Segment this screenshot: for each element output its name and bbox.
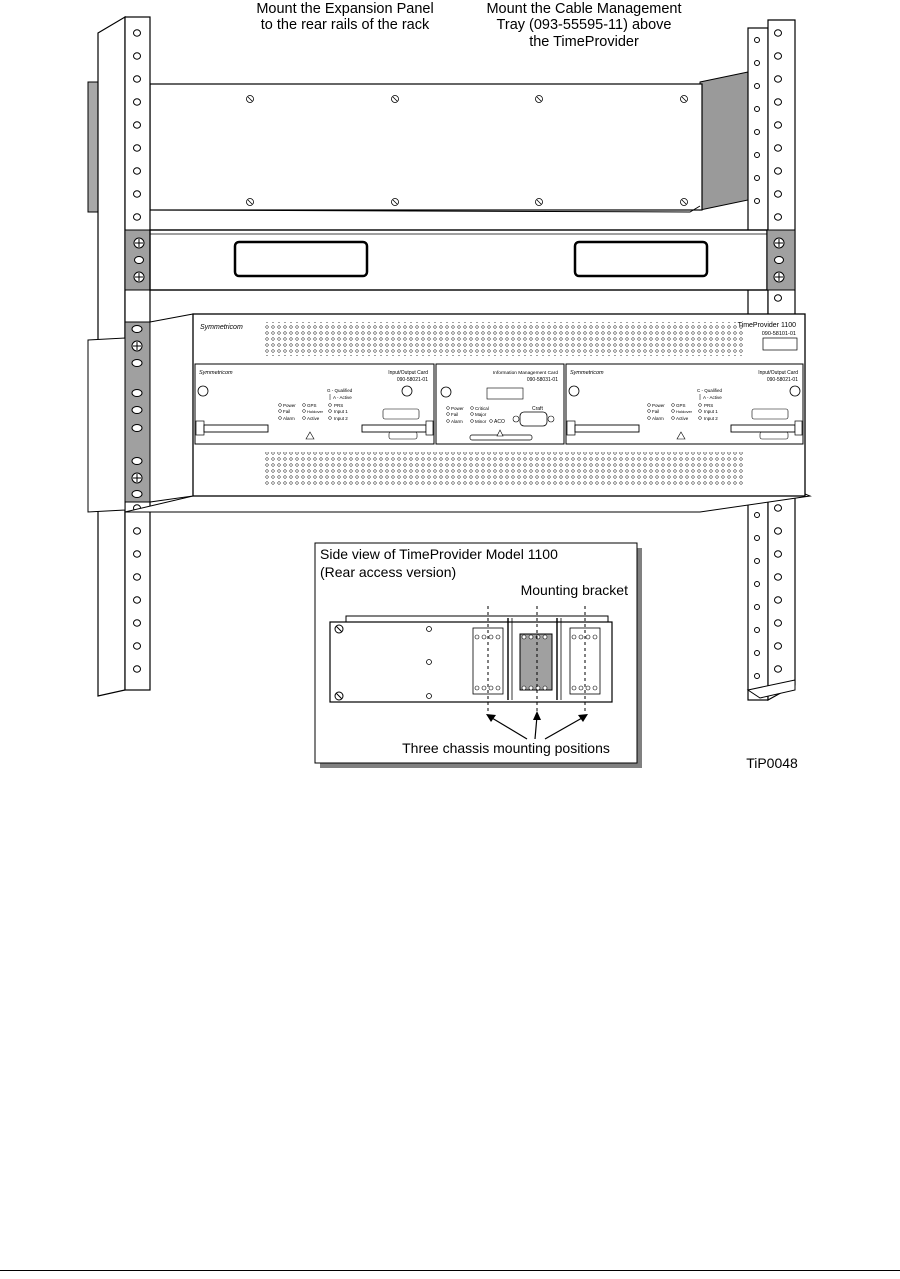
- page-bottom-rule: [0, 1270, 900, 1271]
- cable-tray-callout-line2: Tray (093-55595-11) above: [496, 17, 672, 33]
- cable-tray-callout-line3: the TimeProvider: [529, 34, 639, 50]
- io-card-right-led-gps: GPS: [676, 403, 686, 408]
- cable-management-tray: [125, 230, 795, 290]
- chassis-part-number: 090-58101-01: [761, 331, 796, 337]
- information-management-card: [436, 364, 564, 444]
- io-card-left-input-2: Input 2: [334, 416, 348, 421]
- io-card-right-legend2: A - Active: [703, 395, 722, 400]
- io-card-right-led-fail: Fail: [652, 409, 660, 414]
- io-card-right-led-active: Active: [676, 416, 689, 421]
- io-card-left-led-power: Power: [283, 403, 296, 408]
- io-card-right-legend1: C - Qualified: [697, 388, 723, 393]
- imc-craft-label: Craft: [532, 406, 543, 412]
- io-card-left-led-active: Active: [307, 416, 320, 421]
- io-card-left-input-prs: PRS: [334, 403, 344, 408]
- io-card-left-brand: Symmetricom: [199, 370, 233, 376]
- expansion-panel: [88, 72, 748, 212]
- io-card-left-led-holdover: Holdover: [307, 409, 324, 414]
- io-card-right-input-2: Input 2: [704, 416, 718, 421]
- imc-led-minor: Minor: [475, 419, 487, 424]
- io-card-left: [195, 364, 434, 444]
- io-card-left-led-fail: Fail: [283, 409, 291, 414]
- io-card-right-input-prs: PRS: [704, 403, 714, 408]
- chassis-brand: Symmetricom: [200, 324, 243, 331]
- io-card-left-legend2: A - Active: [333, 395, 352, 400]
- io-card-right-led-alarm: Alarm: [652, 416, 664, 421]
- imc-led-alarm: Alarm: [451, 419, 463, 424]
- io-card-left-led-gps: GPS: [307, 403, 317, 408]
- io-card-right-led-holdover: Holdover: [676, 409, 693, 414]
- io-card-right-part: 090-58021-01: [766, 377, 798, 383]
- chassis-model: TimeProvider 1100: [737, 322, 796, 329]
- timeprovider-chassis: [125, 314, 810, 512]
- imc-aco: ACO: [494, 419, 505, 425]
- imc-led-critical: Critical: [475, 406, 489, 411]
- imc-led-fail: Fail: [451, 412, 459, 417]
- side-view-title-line2: (Rear access version): [320, 564, 457, 580]
- imc-led-power: Power: [451, 406, 464, 411]
- io-card-left-input-1: Input 1: [334, 409, 348, 414]
- io-card-right: [566, 364, 803, 444]
- io-card-left-led-alarm: Alarm: [283, 416, 295, 421]
- mounting-bracket-label: Mounting bracket: [520, 582, 628, 598]
- io-card-right-brand: Symmetricom: [570, 370, 604, 376]
- side-view-title-line1: Side view of TimeProvider Model 1100: [320, 546, 558, 562]
- expansion-panel-callout-line2: to the rear rails of the rack: [260, 17, 430, 33]
- cable-tray-callout-line1: Mount the Cable Management: [486, 1, 682, 17]
- mounting-positions-label: Three chassis mounting positions: [402, 740, 610, 756]
- imc-led-major: Major: [475, 412, 487, 417]
- imc-title: Information Management Card: [492, 371, 558, 376]
- expansion-panel-callout-line1: Mount the Expansion Panel: [256, 1, 434, 17]
- io-card-left-title: Input/Output Card: [388, 370, 428, 376]
- io-card-left-legend1: G - Qualified: [327, 388, 353, 393]
- io-card-left-part: 090-58021-01: [396, 377, 428, 383]
- io-card-right-input-1: Input 1: [704, 409, 718, 414]
- io-card-right-led-power: Power: [652, 403, 665, 408]
- io-card-right-title: Input/Output Card: [758, 370, 798, 376]
- imc-part: 090-58031-01: [526, 377, 558, 383]
- figure-id: TiP0048: [746, 755, 798, 771]
